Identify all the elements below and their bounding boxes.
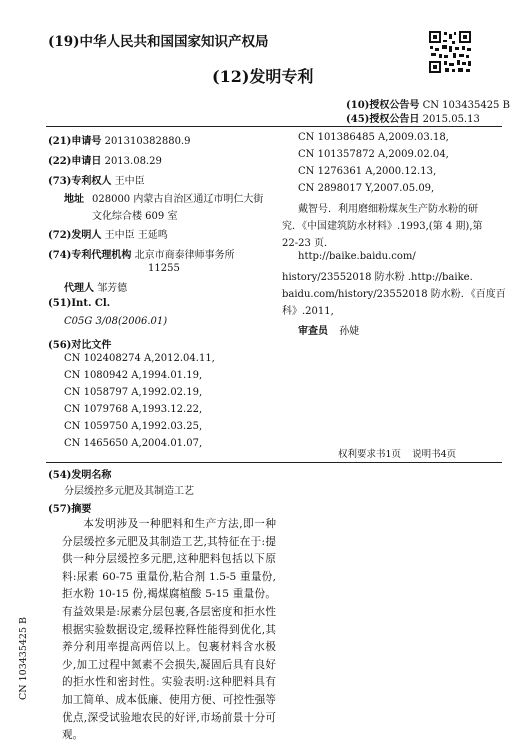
patentee-value: 王中臣 [114,176,145,187]
cited-item: CN 102408274 A,2012.04.11, [64,353,215,364]
examiner-row [298,322,359,337]
pub-date-row [346,110,480,125]
app-no-value: 201310382880.9 [104,136,191,147]
nonpatent-line: 戴智号．利用磨细粉煤灰生产防水粉的研 [298,204,478,215]
cited-item: CN 1059750 A,1992.03.25, [64,421,203,432]
cited-item: CN 1058797 A,1992.02.19, [64,387,203,398]
pub-date-value: 2015.05.13 [422,114,480,125]
cited-item: CN 1465650 A,2004.01.07, [64,438,203,449]
cited-label: (56)对比文件 [48,340,112,351]
abstract-label: (57)摘要 [48,504,92,515]
patentee-label: (73)专利权人 [48,176,112,187]
pub-no-label: (10)授权公告号 [346,100,420,111]
examiner-label: 审查员 [298,326,328,337]
cited-item: CN 101386485 A,2009.03.18, [298,132,449,143]
office-name: (19)中华人民共和国国家知识产权局 [48,34,269,50]
agency-label: (74)专利代理机构 [48,250,132,261]
app-date-label: (22)申请日 [48,156,102,167]
agent-label: 代理人 [64,283,94,294]
pub-no-row [346,96,510,111]
cited-item: CN 2898017 Y,2007.05.09, [298,183,435,194]
app-date-row [48,152,162,167]
app-date-value: 2013.08.29 [104,156,162,167]
agency-row [48,246,235,261]
agent-value: 邹芳德 [97,283,128,294]
nonpatent-line: 究．《中国建筑防水材料》.1993,(第 4 期),第 [282,221,483,232]
pub-date-label: (45)授权公告日 [346,114,420,125]
agency-value: 北京市商泰律师事务所 [134,250,235,261]
app-no-label: (21)申请号 [48,136,102,147]
claims-count: 权利要求书1页 [338,449,402,460]
address-label: 地址 [64,194,84,205]
title-label: (54)发明名称 [48,470,112,481]
cited-item: CN 1079768 A,1993.12.22, [64,404,203,415]
inventor-value: 王中臣 王延鸣 [104,230,168,241]
nonpatent-line: http://baike.baidu.com/ [298,251,416,262]
ipc-value: C05G 3/08(2006.01) [64,316,168,327]
patentee-row [48,172,145,187]
cited-item: CN 101357872 A,2009.02.04, [298,149,449,160]
nonpatent-line: 22-23 页． [282,238,335,249]
agent-row [64,279,127,294]
examiner-value: 孙婕 [339,326,360,337]
qr-code-icon [428,30,472,74]
nonpatent-line: 科》.2011, [282,306,334,317]
doc-type: (12)发明专利 [212,67,314,86]
address-line-1: 028000 内蒙古自治区通辽市明仁大街 [92,194,264,205]
nonpatent-line: history/23552018 防水粉 .http://baike. [282,272,473,283]
cited-item: CN 1080942 A,1994.01.19, [64,370,203,381]
pub-no-value: CN 103435425 B [422,100,510,111]
summary-line [338,446,456,460]
description-count: 说明书4页 [412,449,457,460]
abstract-text: 本发明涉及一种肥料和生产方法,即一种分层缓控多元肥及其制造工艺,其特征在于:提供一种分层缓控多元肥,这种肥料包括以下原料:尿素 60-75 重量份,粘合剂 1.5-5 重量份,拒水粉 10-15 份,褐煤腐植酸 5-15 重量份。有益效果是:尿素分层包裹,各层密度和拒水性根据实验数据设定,缓释控释性能得到优化,其养分利用率提高两倍以上。包裹材料含水极少,加工过程中氮素不会损失,凝固后具有良好的拒水性和密封性。实验表明:这种肥料具有加工简单、成本低廉、使用方便、可控性强等优点,深受试验地农民的好评,市场前景十分可观。 [62,518,276,742]
middle-divider [46,462,502,463]
inventor-row [48,226,168,241]
nonpatent-line: baidu.com/history/23552018 防水粉．《百度百 [282,289,506,300]
inventor-label: (72)发明人 [48,230,102,241]
agency-code: 11255 [148,263,180,274]
ipc-label: (51)Int. Cl. [48,298,111,309]
side-pub-number: CN 103435425 B [18,617,29,700]
invention-title: 分层缓控多元肥及其制造工艺 [64,486,194,497]
cited-item: CN 1276361 A,2000.12.13, [298,166,437,177]
app-no-row [48,132,190,147]
address-line-2: 文化综合楼 609 室 [92,211,178,222]
top-divider [46,126,502,127]
